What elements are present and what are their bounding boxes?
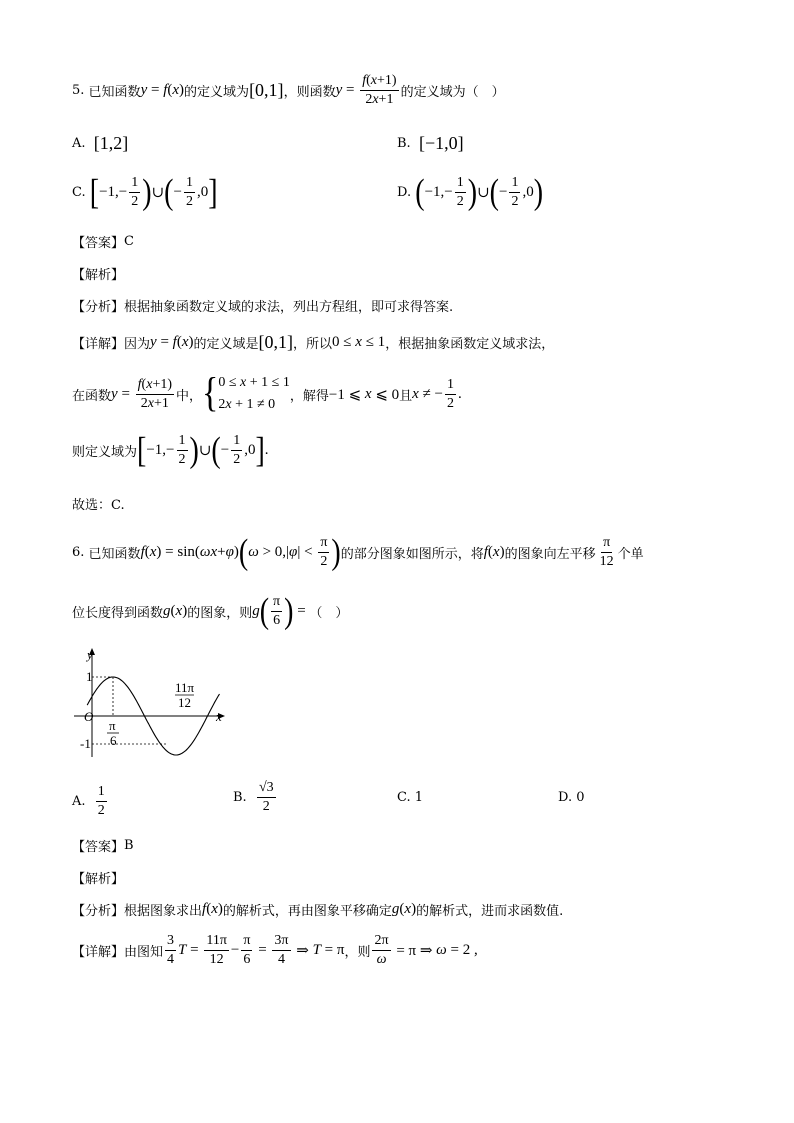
q6-option-c[interactable]: C. 1: [397, 790, 424, 805]
q5-detail-line2: 在函数 y = $\frac{f(x+1)}{2x+1}$ 中， { 0 ≤ x + 1 ≤ 1 2x + 1 ≠ 0 ，解得 −1 ⩽ x ⩽ 0 且 x ≠ − $\frac{1}{2}$ .: [72, 371, 462, 416]
tick-1-label: 1: [86, 669, 93, 684]
q5-fraction: $\frac{f(x+1)}{2x+1}$: [362, 73, 397, 107]
q5-detail: 【详解】 因为 y = f ( x ) 的定义域是 [0,1] ，所以 0 ≤ x ≤ 1 ，根据抽象函数定义域求法，: [72, 332, 555, 352]
q5-equation-system: { 0 ≤ x + 1 ≤ 1 2x + 1 ≠ 0: [202, 371, 290, 416]
tick-pi6-num: π: [109, 718, 116, 733]
q6-option-a[interactable]: A. $\frac{1}{2}$: [72, 784, 105, 818]
q6-stem-line2: 位长度得到函数 g ( x ) 的图象，则 g ( $\frac{\pi}{6}$ ) = （ ）: [72, 590, 349, 631]
q6-option-b[interactable]: B. $\frac{√3}{2}$: [233, 780, 274, 814]
q5-domain-result: 则定义域为 [ −1,− $\frac{1}{2}$ ) ∪ ( − $\frac{1}{2}$ ,0 ] .: [72, 429, 269, 470]
q5-option-c[interactable]: C. [ −1,− $\frac{1}{2}$ ) ∪ ( − $\frac{1}{2}$ ,0 ]: [72, 171, 218, 212]
q6-detail: 【详解】 由图知 $\frac{3}{4}$ T = $\frac{11\pi}{12}$ − $\frac{\pi}{6}$ = $\frac{3\pi}{4}$ ⇒ T = π ，则 $\frac{2\pi}{\omega}$ = π ⇒ ω = 2 ,: [72, 933, 478, 967]
q6-sine-graph: [70, 645, 240, 765]
q6-fenxi: 【分析】 根据图象求出 f ( x ) 的解析式，再由图象平移确定 g ( x ) 的解析式，进而求函数值.: [72, 901, 564, 919]
tick-11pi12-den: 12: [178, 695, 191, 710]
tick-pi6-den: 6: [110, 733, 117, 748]
y-axis-label: y: [87, 647, 93, 662]
q5-stem: 5. 已知函数 y = f ( x ) 的定义域为 [0,1] ，则函数 y = $\frac{f(x+1)}{2x+1}$ 的定义域为（ ）: [72, 73, 505, 107]
q6-answer: 【答案】 B: [72, 838, 134, 855]
q6-number: 6.: [72, 545, 85, 560]
origin-label: O: [84, 709, 94, 724]
q6-analysis-heading: 【解析】: [72, 872, 125, 887]
x-axis-label: x: [216, 709, 222, 724]
q5-option-a[interactable]: A. [1,2]: [72, 133, 129, 153]
q5-option-d[interactable]: D. ( −1,− $\frac{1}{2}$ ) ∪ ( − $\frac{1}{2}$ ,0 ): [397, 171, 544, 212]
q5-option-b[interactable]: B. [−1,0]: [397, 133, 464, 153]
q5-conclusion: 故选：C.: [72, 498, 125, 513]
q6-stem: 6. 已知函数 f ( x ) = sin( ωx + φ ) ( ω > 0,| φ | < $\frac{\pi}{2}$ ) 的部分图象如图所示，将 f ( x ) 的图象向左平移 $\frac{\pi}{12}$ 个单: [72, 531, 644, 572]
tick-neg1-label: -1: [80, 736, 91, 751]
q5-fenxi: 【分析】 根据抽象函数定义域的求法，列出方程组，即可求得答案.: [72, 300, 454, 315]
q5-answer: 【答案】 C: [72, 234, 134, 251]
q5-analysis-heading: 【解析】: [72, 268, 125, 283]
q6-option-d[interactable]: D. 0: [558, 790, 585, 805]
tick-11pi12-num: 11π: [175, 680, 195, 695]
q5-number: 5.: [72, 83, 85, 98]
